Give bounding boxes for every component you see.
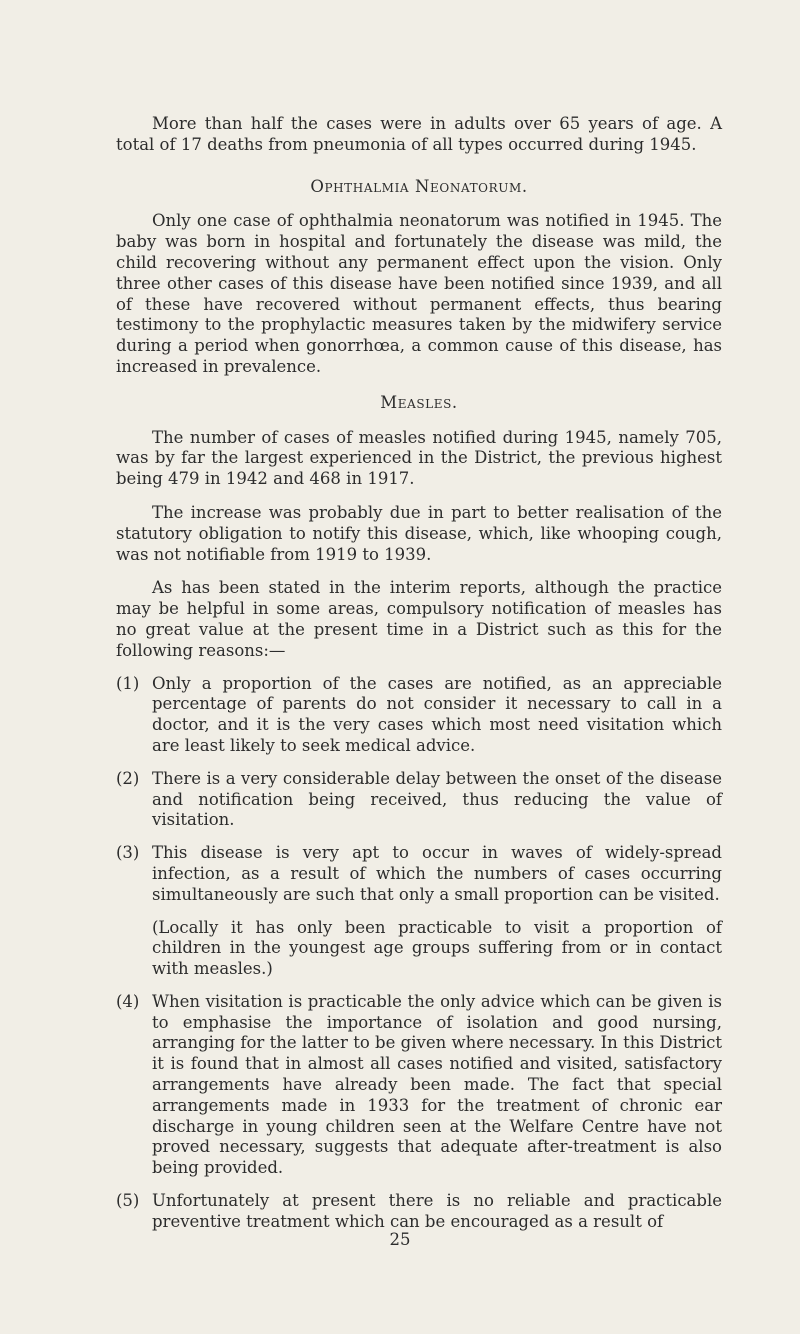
reason-text: This disease is very apt to occur in waves of widely-spread infection, as a result of which the numbers of cases occurring simultaneously are such that only a small proportion can be visited. bbox=[152, 843, 722, 904]
measles-paragraph-1: The number of cases of measles notified during 1945, namely 705, was by far the largest experienced in the District, the previous highest being 479 in 1942 and 468 in 1917. bbox=[116, 427, 722, 489]
intro-paragraph: More than half the cases were in adults over 65 years of age. A total of 17 deaths from pneumonia of all types occurred during 1945. bbox=[116, 114, 722, 154]
measles-paragraph-3: As has been stated in the interim reports, although the practice may be helpful in some areas, compulsory notification of measles has no great value at the present time in a District such as this for the following reasons:— bbox=[116, 578, 722, 660]
locally-note: (Locally it has only been practicable to visit a proportion of children in the youngest age groups suffering from or in contact with measles.) bbox=[152, 917, 722, 979]
reason-item-1 bbox=[116, 674, 722, 757]
measles-paragraph-2: The increase was probably due in part to better realisation of the statutory obligation to notify this disease, which, like whooping cough, was not notifiable from 1919 to 1939. bbox=[116, 502, 722, 564]
measles-heading: Measles. bbox=[380, 392, 458, 412]
reason-number: (2) bbox=[116, 768, 140, 788]
reason-item-4 bbox=[116, 992, 722, 1179]
reason-item-2 bbox=[116, 769, 722, 831]
reason-text: Only a proportion of the cases are notified, as an appreciable percentage of parents do not consider it necessary to call in a doctor, and it is the very cases which most need visitation which are least likely to seek medical advice. bbox=[152, 673, 722, 755]
page-number: 25 bbox=[389, 1230, 411, 1249]
document-page bbox=[116, 114, 722, 1233]
reason-number: (4) bbox=[116, 991, 140, 1011]
reason-text: There is a very considerable delay between the onset of the disease and notification being received, thus reducing the value of visitation. bbox=[152, 768, 722, 830]
reason-text: Unfortunately at present there is no reliable and practicable preventive treatment which can be encouraged as a result of bbox=[152, 1191, 722, 1231]
reason-number: (1) bbox=[116, 673, 140, 693]
reason-item-3 bbox=[116, 843, 722, 905]
reason-number: (3) bbox=[116, 843, 140, 863]
ophthalmia-paragraph: Only one case of ophthalmia neonatorum was notified in 1945. The baby was born in hospital and fortunately the disease was mild, the child recovering without any permanent effect upon the vision. Only three other cases of this disease have been notified since 1939, and all of these have recovered without permanent effects, thus bearing testimony to the prophylactic measures taken by the midwifery service during a period when gonorrhœa, a common cause of this disease, has increased in prevalence. bbox=[116, 211, 722, 376]
ophthalmia-heading: Ophthalmia Neonatorum. bbox=[310, 176, 528, 196]
reason-number: (5) bbox=[116, 1191, 140, 1211]
reason-text: When visitation is practicable the only advice which can be given is to emphasise the importance of isolation and good nursing, arranging for the latter to be given where necessary. In this District it is found that in almost all cases notified and visited, satisfactory arrangements have already been made. The fact that special arrangements made in 1933 for the treatment of chronic ear discharge in young children seen at the Welfare Centre have not proved necessary, suggests that adequate after-treatment is also being provided. bbox=[152, 991, 722, 1178]
reason-item-5 bbox=[116, 1191, 722, 1233]
